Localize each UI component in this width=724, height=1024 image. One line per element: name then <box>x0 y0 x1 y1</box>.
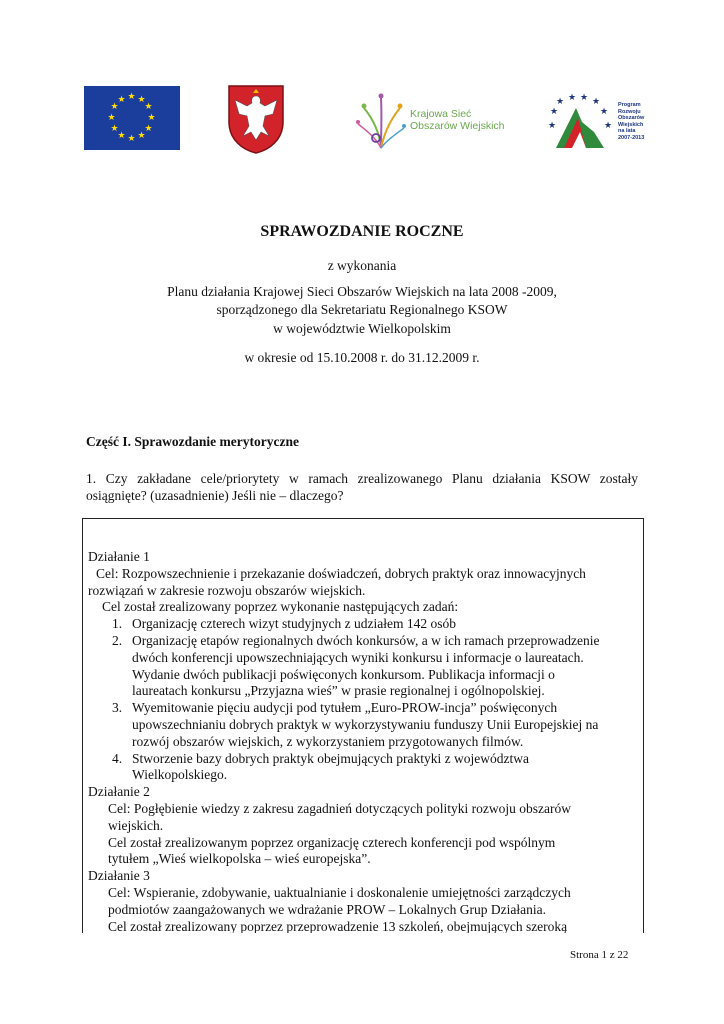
section-heading: Część I. Sprawozdanie merytoryczne <box>86 434 299 449</box>
list-item-text: dwóch konferencji upowszechniających wyniki konkursu i informacje o laureatach. <box>132 649 584 665</box>
list-item-text: upowszechnianiu dobrych praktyk w wykorzystywaniu funduszy Unii Europejskiej na <box>132 716 599 732</box>
svg-text:★: ★ <box>600 106 609 116</box>
action-2-title: Działanie 2 <box>88 784 150 800</box>
list-item-text: Wyemitowanie pięciu audycji pod tytułem „Euro-PROW-incja” poświęconych <box>132 700 558 716</box>
action-2-realization: Cel został zrealizowanym poprzez organizację czterech konferencji pod wspólnym <box>108 834 556 850</box>
action-3-goal: Cel: Wspieranie, zdobywanie, uaktualnianie i doskonalenie umiejętności zarządczych <box>108 884 571 900</box>
svg-text:★: ★ <box>568 92 577 102</box>
action-1-goal: Cel: Rozpowszechnienie i przekazanie doświadczeń, dobrych praktyk oraz innowacyjnych <box>96 565 586 581</box>
action-2-goal: wiejskich. <box>108 817 164 833</box>
prow-logo <box>546 92 646 154</box>
list-item-text: Stworzenie bazy dobrych praktyk obejmujących praktyki z województwa <box>132 750 529 766</box>
ksow-logo <box>354 90 524 150</box>
list-item-number: 4. <box>112 750 123 766</box>
plan-line-1: Planu działania Krajowej Sieci Obszarów Wiejskich na lata 2008 -2009, <box>167 284 557 299</box>
list-item <box>88 633 640 700</box>
list-item <box>88 751 640 785</box>
svg-text:★: ★ <box>550 106 559 116</box>
eu-star-icon: ★ <box>117 130 126 140</box>
eu-star-icon: ★ <box>117 94 126 104</box>
list-item <box>88 700 640 750</box>
eu-star-icon: ★ <box>144 123 153 133</box>
list-item-text: Wydanie dwóch publikacji poświęconych konkursom. Publikacja informacji o <box>132 666 555 682</box>
eu-star-icon: ★ <box>147 112 156 122</box>
svg-text:★: ★ <box>592 96 601 106</box>
list-item-text: rozwój obszarów wiejskich, z wykorzystaniem przygotowanych filmów. <box>132 733 524 749</box>
prow-logo-text: Wiejskich <box>618 121 644 128</box>
ksow-logo-text: Krajowa Sieć <box>410 108 472 120</box>
svg-text:★: ★ <box>548 120 557 130</box>
list-item-number: 3. <box>112 700 123 716</box>
svg-text:★: ★ <box>556 96 565 106</box>
prow-emblem-icon <box>546 92 616 152</box>
svg-text:★: ★ <box>604 120 613 130</box>
document-title: SPRAWOZDANIE ROCZNE <box>260 223 464 240</box>
list-item <box>88 616 640 633</box>
list-item-number: 2. <box>112 632 123 648</box>
eu-star-icon: ★ <box>127 91 136 101</box>
eu-flag-logo <box>84 86 180 150</box>
eu-star-icon: ★ <box>137 130 146 140</box>
plan-line-2: sporządzonego dla Sekretariatu Regionalnego KSOW <box>216 302 508 317</box>
list-item-number: 1. <box>112 616 123 632</box>
ksow-logo-text: Obszarów Wiejskich <box>410 120 505 132</box>
wielkopolska-crest-logo <box>227 84 285 154</box>
list-item-text: Organizację etapów regionalnych dwóch konkursów, a w ich ramach przeprowadzenie <box>132 632 600 648</box>
eu-star-icon: ★ <box>144 101 153 111</box>
action-3-goal: podmiotów zaangażowanych we wdrażanie PROW – Lokalnych Grup Działania. <box>108 901 546 917</box>
prow-logo-text: Obszarów <box>618 115 645 121</box>
prow-logo-text: Rozwoju <box>618 108 641 115</box>
svg-text:★: ★ <box>580 92 589 102</box>
answer-box <box>82 518 644 933</box>
action-3-title: Działanie 3 <box>88 868 150 884</box>
ksow-plant-icon <box>354 90 408 150</box>
eu-star-icon: ★ <box>127 133 136 143</box>
logo-bar <box>84 84 644 156</box>
action-1-goal: rozwiązań w zakresie rozwoju obszarów wiejskich. <box>88 582 366 598</box>
action-2-realization: tytułem „Wieś wielkopolska – wieś europejska”. <box>108 851 371 867</box>
action-1-realization: Cel został zrealizowany poprzez wykonanie następujących zadań: <box>102 599 459 615</box>
document-subtitle: z wykonania <box>327 258 397 273</box>
list-item-text: Wielkopolskiego. <box>132 767 228 783</box>
prow-logo-text: Program <box>618 102 641 108</box>
action-1-title: Działanie 1 <box>88 549 150 564</box>
plan-line-3: w województwie Wielkopolskim <box>273 321 451 336</box>
action-3-realization: Cel został zrealizowany poprzez przeprowadzenie 13 szkoleń, obejmujących szeroką <box>108 918 568 933</box>
action-2-goal: Cel: Pogłębienie wiedzy z zakresu zagadnień dotyczących polityki rozwoju obszarów <box>108 800 571 816</box>
eu-star-icon: ★ <box>110 123 119 133</box>
prow-logo-text: na lata 2007-2013 <box>618 128 645 141</box>
list-item-text: Organizację czterech wizyt studyjnych z udziałem 142 osób <box>132 616 457 632</box>
eu-star-icon: ★ <box>107 112 116 122</box>
list-item-text: laureatach konkursu „Przyjazna wieś” w prasie regionalnej i ogólnopolskiej. <box>132 683 545 699</box>
question-1: 1. Czy zakładane cele/priorytety w ramach zrealizowanego Planu działania KSOW zostały osiągnięte? (uzasadnienie) Jeśli nie – dlaczego? <box>86 471 638 503</box>
eu-star-icon: ★ <box>137 94 146 104</box>
page-number: Strona 1 z 22 <box>570 949 629 961</box>
reporting-period: w okresie od 15.10.2008 r. do 31.12.2009 r. <box>244 350 480 365</box>
eu-star-icon: ★ <box>110 101 119 111</box>
